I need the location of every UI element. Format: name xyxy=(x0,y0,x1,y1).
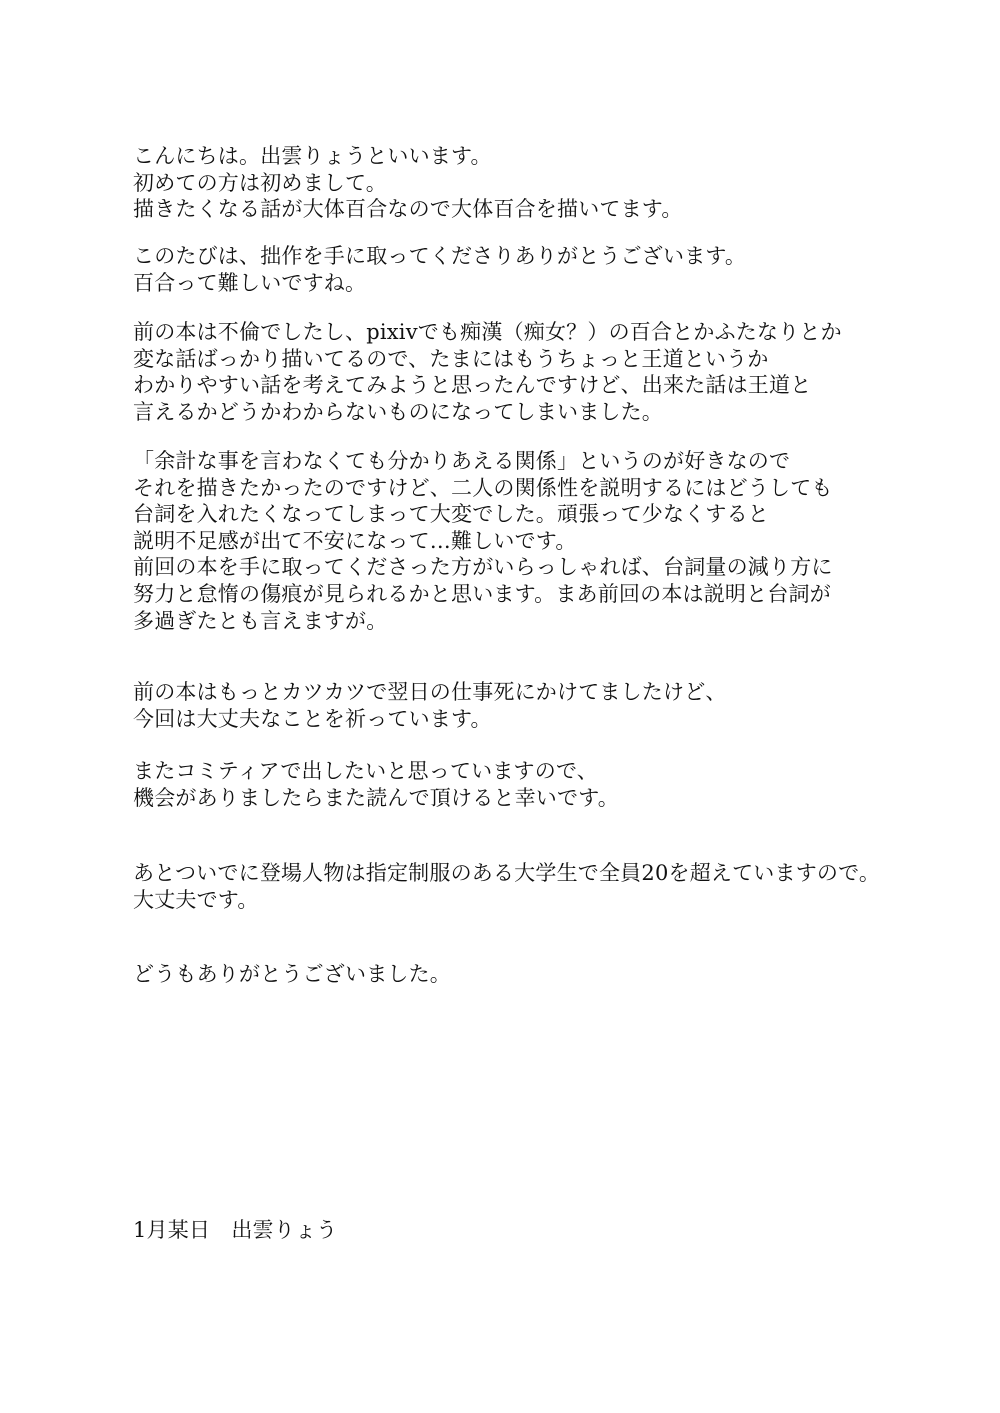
text-line: 台詞を入れたくなってしまって大変でした。頑張って少なくすると xyxy=(133,502,769,527)
text-line: 初めての方は初めまして。 xyxy=(133,170,387,195)
text-line: 大丈夫です。 xyxy=(133,887,259,912)
paragraph-comitia xyxy=(133,758,619,811)
text-line: 前の本は不倫でしたし、pixivでも痴漢（痴女？）の百合とかふたなりとか xyxy=(133,320,842,344)
text-line: それを描きたかったのですけど、二人の関係性を説明するにはどうしても xyxy=(133,475,833,500)
text-line: 前回の本を手に取ってくださった方がいらっしゃれば、台詞量の減り方に xyxy=(133,555,833,580)
paragraph-schedule xyxy=(133,679,727,732)
paragraph-relationship xyxy=(133,448,833,634)
paragraph-previous-works xyxy=(133,319,842,425)
paragraph-greeting xyxy=(133,143,683,223)
text-line: 描きたくなる話が大体百合なので大体百合を描いてます。 xyxy=(133,197,683,222)
text-line: 「余計な事を言わなくても分かりあえる関係」というのが好きなので xyxy=(133,449,791,473)
paragraph-notice xyxy=(133,860,880,913)
text-line: 説明不足感が出て不安になって…難しいです。 xyxy=(133,528,577,553)
text-line: またコミティアで出したいと思っていますので、 xyxy=(133,759,598,783)
text-line: 機会がありましたらまた読んで頂けると幸いです。 xyxy=(133,785,619,810)
signature xyxy=(133,1217,337,1244)
text-line: あとついでに登場人物は指定制服のある大学生で全員20を超えていますので。 xyxy=(133,861,881,885)
text-line: 多過ぎたとも言えますが。 xyxy=(133,608,388,633)
text-line: こんにちは。出雲りょうといいます。 xyxy=(133,144,492,168)
text-line: このたびは、拙作を手に取ってくださりありがとうございます。 xyxy=(133,244,747,268)
text-line: 前の本はもっとカツカツで翌日の仕事死にかけてましたけど、 xyxy=(133,680,727,704)
paragraph-thanks xyxy=(133,243,746,296)
text-line: 言えるかどうかわからないものになってしまいました。 xyxy=(133,399,663,424)
text-line: わかりやすい話を考えてみようと思ったんですけど、出来た話は王道と xyxy=(133,373,812,398)
signature-line: 1月某日 出雲りょう xyxy=(133,1218,338,1242)
text-line: 変な話ばっかり描いてるので、たまにはもうちょっと王道というか xyxy=(133,346,769,371)
text-line: どうもありがとうございました。 xyxy=(133,962,451,986)
paragraph-closing xyxy=(133,961,451,988)
text-line: 今回は大丈夫なことを祈っています。 xyxy=(133,706,492,731)
text-line: 百合って難しいですね。 xyxy=(133,270,367,295)
text-line: 努力と怠惰の傷痕が見られるかと思います。まあ前回の本は説明と台詞が xyxy=(133,581,831,606)
